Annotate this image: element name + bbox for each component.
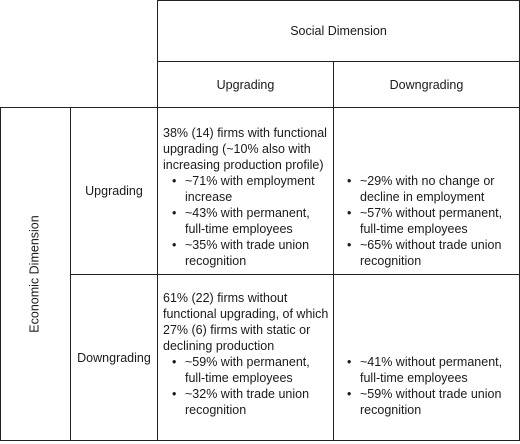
bullet-list — [338, 173, 516, 269]
list-item: • ~32% with trade union recognition — [185, 386, 331, 418]
row-header-downgrading — [71, 275, 157, 440]
col-downgrading-label: Downgrading — [389, 77, 464, 92]
list-item: • ~57% without permanent, full-time employees — [360, 205, 516, 237]
cell-upgrading-upgrading — [163, 125, 331, 269]
row-header-upgrading — [71, 108, 157, 274]
col-header-upgrading — [158, 62, 333, 107]
list-item: • ~65% without trade union recognition — [360, 237, 516, 269]
list-item: • ~41% without permanent, full-time employees — [360, 354, 516, 386]
list-item: • ~35% with trade union recognition — [185, 237, 331, 269]
social-dimension-label: Social Dimension — [290, 24, 387, 38]
list-item: • ~59% with permanent, full-time employees — [185, 354, 331, 386]
list-item: • ~43% with permanent, full-time employees — [185, 205, 331, 237]
cell-downgrading-upgrading — [163, 290, 331, 418]
cell-intro-text: 38% (14) firms with functional upgrading (~10% also with increasing production profile) — [163, 126, 327, 172]
row-downgrading-label: Downgrading — [77, 350, 151, 365]
row-upgrading-label: Upgrading — [85, 184, 143, 198]
bullet-list — [163, 173, 331, 269]
cell-downgrading-downgrading — [338, 354, 516, 418]
bullet-list — [338, 354, 516, 418]
cell-upgrading-downgrading — [338, 173, 516, 269]
col-upgrading-label: Upgrading — [216, 77, 275, 92]
social-dimension-header — [158, 1, 519, 61]
bullet-list — [163, 354, 331, 418]
list-item: • ~71% with employment increase — [185, 173, 331, 205]
economic-dimension-label: Economic Dimension — [28, 215, 43, 333]
list-item: • ~59% without trade union recognition — [360, 386, 516, 418]
cell-intro-text: 61% (22) firms without functional upgrading, of which 27% (6) firms with static or declining production — [163, 291, 329, 353]
economic-dimension-header — [0, 107, 70, 441]
list-item: • ~29% with no change or decline in employment — [360, 173, 516, 205]
col-header-downgrading — [334, 62, 519, 107]
